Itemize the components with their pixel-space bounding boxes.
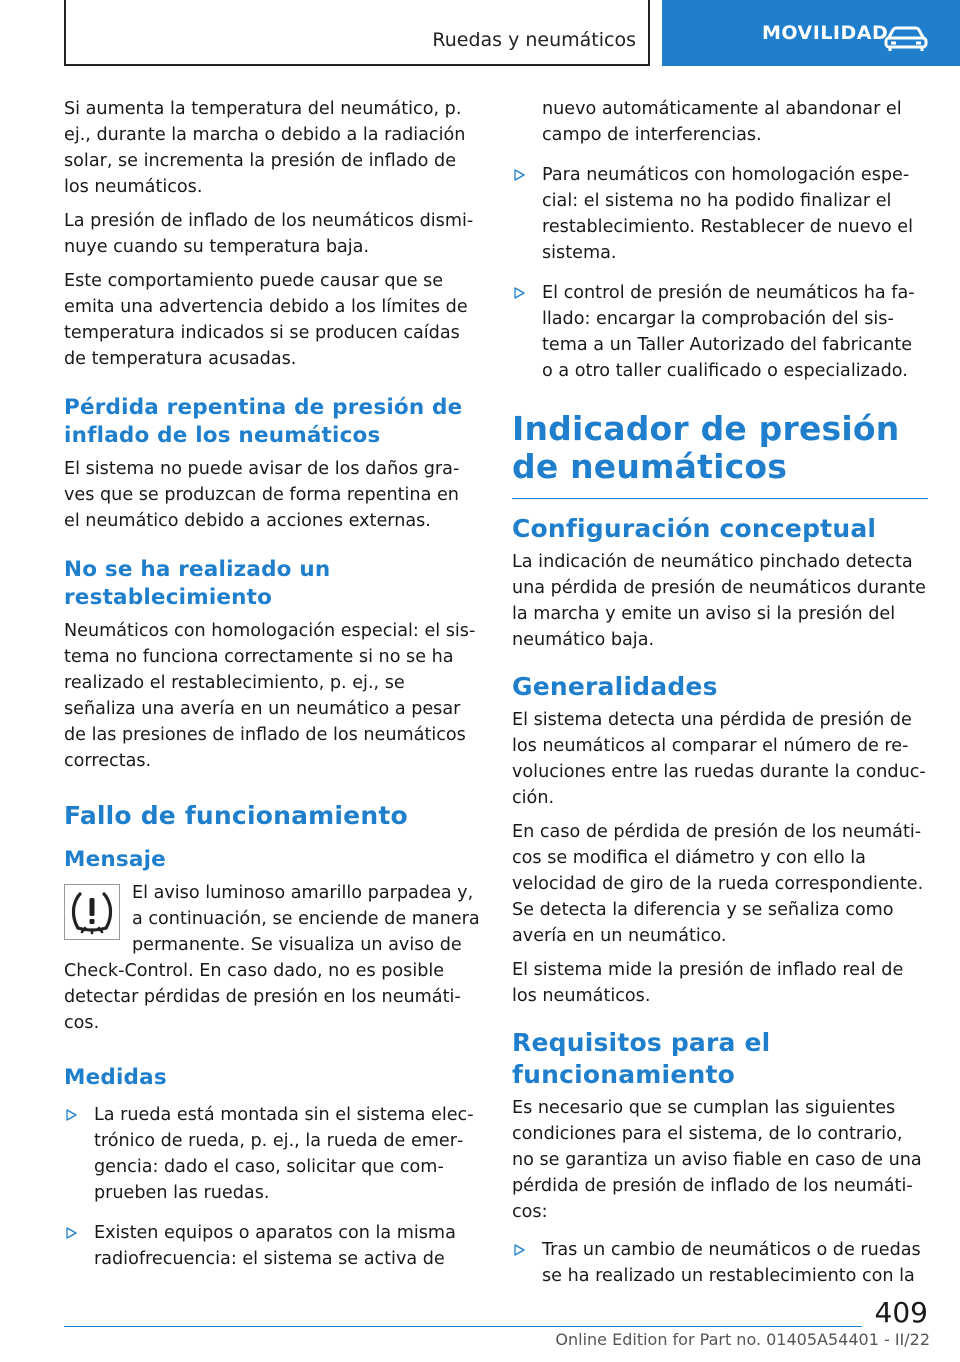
car-icon <box>884 26 928 52</box>
left-column <box>64 96 480 1286</box>
header-bottom-rule <box>64 64 650 66</box>
paragraph-sudden-pressure-loss: El sistema no puede avisar de los daños graves que se produzcan de forma repentina en el neumático debido a acciones externas. <box>64 459 460 531</box>
paragraph-general-1: El sistema detecta una pérdida de presión de los neumáticos al comparar el número de revoluciones entre las ruedas durante la conducción. <box>512 710 926 808</box>
heading-requirements: Requisitos para el funcionamiento <box>512 1028 771 1089</box>
paragraph-requirements: Es necesario que se cumplan las siguientes condiciones para el sistema, de lo contrario, no se garantiza un aviso fiable en caso de una pérdida de presión de inflado de los neumáticos: <box>512 1098 922 1222</box>
paragraph-continuation: nuevo automáticamente al abandonar el campo de interferencias. <box>542 99 902 145</box>
footer-rule <box>64 1326 862 1327</box>
triangle-bullet-icon <box>514 1244 525 1256</box>
footer-edition: Online Edition for Part no. 01405A54401 - II/22 <box>555 1330 930 1349</box>
list-item <box>64 1220 480 1272</box>
header-chapter-label: MOVILIDAD <box>762 22 889 44</box>
paragraph-no-reset: Neumáticos con homologación especial: el sistema no funciona correctamente si no se ha realizado el restablecimiento, p. ej., se señaliza una avería en un neumático a pesar de las presiones de inflado de los neumáticos correctas. <box>64 621 476 771</box>
measures-list <box>64 1102 480 1272</box>
heading-pressure-indicator: Indicador de presión de neumáticos <box>512 409 900 486</box>
paragraph-concept: La indicación de neumático pinchado detecta una pérdida de presión de neumáticos durante la marcha y emite un aviso si la presión del neumático baja. <box>512 552 926 650</box>
paragraph-general-2: En caso de pérdida de presión de los neumáticos se modifica el diámetro y con ello la velocidad de giro de la rueda correspondiente. Se detecta la diferencia y se señaliza como avería en un neumático. <box>512 822 924 946</box>
list-item-text: Tras un cambio de neumáticos o de ruedas se ha realizado un restablecimiento con la <box>542 1240 921 1286</box>
triangle-bullet-icon <box>66 1227 77 1239</box>
triangle-bullet-icon <box>514 169 525 181</box>
list-item-text: El control de presión de neumáticos ha fallado: encargar la comprobación del sistema a un Taller Autorizado del fabricante o a otro taller cualificado o especializado. <box>542 283 915 381</box>
header-divider <box>648 0 650 66</box>
list-item <box>512 162 928 266</box>
measures-list-continued <box>512 162 928 384</box>
heading-rule <box>512 498 928 499</box>
list-item-text: Para neumáticos con homologación especial: el sistema no ha podido finalizar el restablecimiento. Restablecer de nuevo el sistema. <box>542 165 913 263</box>
heading-message: Mensaje <box>64 847 166 872</box>
paragraph-general-3: El sistema mide la presión de inflado real de los neumáticos. <box>512 960 904 1006</box>
right-column <box>512 96 928 1303</box>
header-chapter-tab <box>662 0 960 66</box>
heading-concept: Configuración conceptual <box>512 514 877 543</box>
heading-measures: Medidas <box>64 1065 167 1090</box>
triangle-bullet-icon <box>514 287 525 299</box>
heading-no-reset: No se ha realizado un restablecimiento <box>64 557 331 610</box>
heading-general: Generalidades <box>512 672 718 701</box>
paragraph-temperature-decrease: La presión de inflado de los neumáticos disminuye cuando su temperatura baja. <box>64 211 474 257</box>
list-item <box>512 280 928 384</box>
triangle-bullet-icon <box>66 1109 77 1121</box>
heading-malfunction: Fallo de funcionamiento <box>64 801 408 830</box>
list-item <box>512 1237 928 1289</box>
header-section-title: Ruedas y neumáticos <box>432 29 636 51</box>
heading-sudden-pressure-loss: Pérdida repentina de presión de inflado de los neumáticos <box>64 395 463 448</box>
list-item-text: Existen equipos o aparatos con la misma radiofrecuencia: el sistema se activa de <box>94 1223 456 1269</box>
paragraph-temperature-increase: Si aumenta la temperatura del neumático, p. ej., durante la marcha o debido a la radiación solar, se incrementa la presión de inflado de los neumáticos. <box>64 99 466 197</box>
paragraph-temperature-warning: Este comportamiento puede causar que se emita una advertencia debido a los límites de temperatura indicados si se producen caídas de temperatura acusadas. <box>64 271 468 369</box>
message-block <box>64 880 480 1036</box>
page-number: 409 <box>874 1296 928 1329</box>
list-item-text: La rueda está montada sin el sistema electrónico de rueda, p. ej., la rueda de emergencia: dado el caso, solicitar que comprueben las ruedas. <box>94 1105 474 1203</box>
tire-pressure-warning-icon <box>64 884 120 940</box>
list-item <box>64 1102 480 1206</box>
requirements-list <box>512 1237 928 1289</box>
paragraph-message: El aviso luminoso amarillo parpadea y, a continuación, se enciende de manera permanente. Se visualiza un aviso de Check-Control. En caso dado, no es posible detectar pérdidas de presión en los neumáticos. <box>64 883 480 1033</box>
